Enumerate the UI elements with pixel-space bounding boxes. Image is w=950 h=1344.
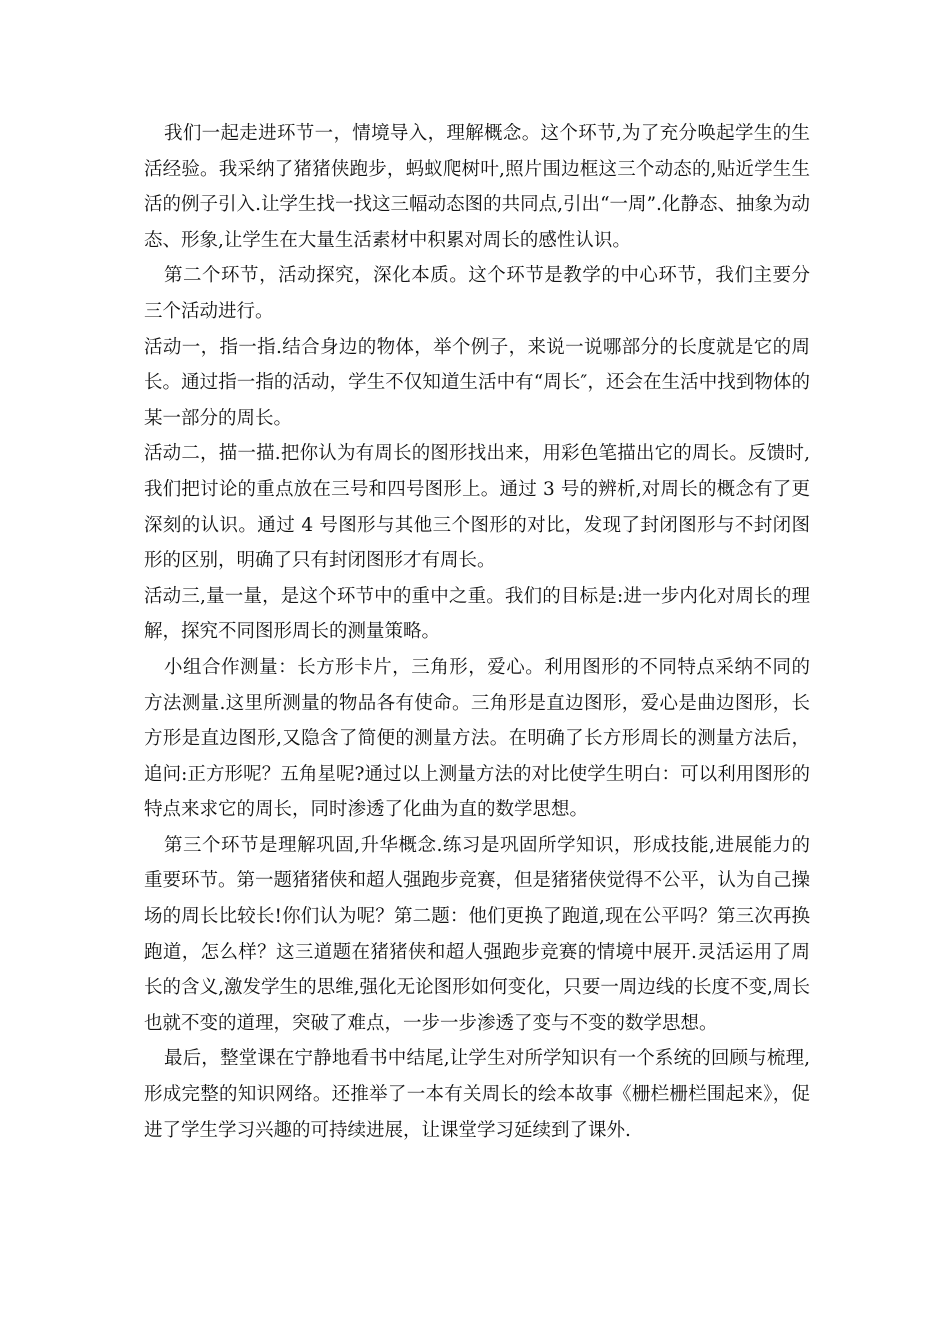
- paragraph-activity-one: 活动一，指一指.结合身边的物体，举个例子，来说一说哪部分的长度就是它的周长。通过指一指的活动，学生不仅知道生活中有“周长″，还会在生活中找到物体的某一部分的周长。: [144, 336, 810, 429]
- document-body: [144, 116, 810, 1148]
- paragraph-group-measurement: 小组合作测量：长方形卡片，三角形，爱心。利用图形的不同特点采纳不同的方法测量.这里所测量的物品各有使命。三角形是直边图形，爱心是曲边图形，长方形是直边图形,又隐含了简便的测量方法。在明确了长方形周长的测量方法后，追问:正方形呢？五角星呢?通过以上测量方法的对比使学生明白：可以利用图形的特点来求它的周长，同时渗透了化曲为直的数学思想。: [144, 656, 810, 821]
- paragraph-intro-segment-one: 我们一起走进环节一，情境导入，理解概念。这个环节,为了充分唤起学生的生活经验。我采纳了猪猪侠跑步，蚂蚁爬树叶,照片围边框这三个动态的,贴近学生生活的例子引入.让学生找一找这三幅动态图的共同点,引出“一周”.化静态、抽象为动态、形象,让学生在大量生活素材中积累对周长的感性认识。: [144, 123, 810, 251]
- paragraph-activity-three: 活动三,量一量，是这个环节中的重中之重。我们的目标是:进一步内化对周长的理解，探究不同图形周长的测量策略。: [144, 585, 810, 643]
- paragraph-segment-three: 第三个环节是理解巩固,升华概念.练习是巩固所学知识，形成技能,进展能力的重要环节。第一题猪猪侠和超人强跑步竞赛，但是猪猪侠觉得不公平，认为自己操场的周长比较长!你们认为呢？第二题：他们更换了跑道,现在公平吗？第三次再换跑道，怎么样？这三道题在猪猪侠和超人强跑步竞赛的情境中展开.灵活运用了周长的含义,激发学生的思维,强化无论图形如何变化，只要一周边线的长度不变,周长也就不变的道理，突破了难点，一步一步渗透了变与不变的数学思想。: [144, 834, 811, 1034]
- paragraph-segment-two: 第二个环节，活动探究，深化本质。这个环节是教学的中心环节，我们主要分三个活动进行。: [144, 265, 810, 322]
- paragraph-activity-two: 活动二，描一描.把你认为有周长的图形找出来，用彩色笔描出它的周长。反馈时,我们把讨论的重点放在三号和四号图形上。通过 3 号的辨析,对周长的概念有了更深刻的认识。通过 4 号图形与其他三个图形的对比，发现了封闭图形与不封闭图形的区别，明确了只有封闭图形才有周长。: [144, 443, 810, 572]
- paragraph-conclusion: 最后，整堂课在宁静地看书中结尾,让学生对所学知识有一个系统的回顾与梳理,形成完整的知识网络。还推举了一本有关周长的绘本故事《栅栏栅栏围起来》，促进了学生学习兴趣的可持续进展，让课堂学习延续到了课外.: [144, 1048, 810, 1141]
